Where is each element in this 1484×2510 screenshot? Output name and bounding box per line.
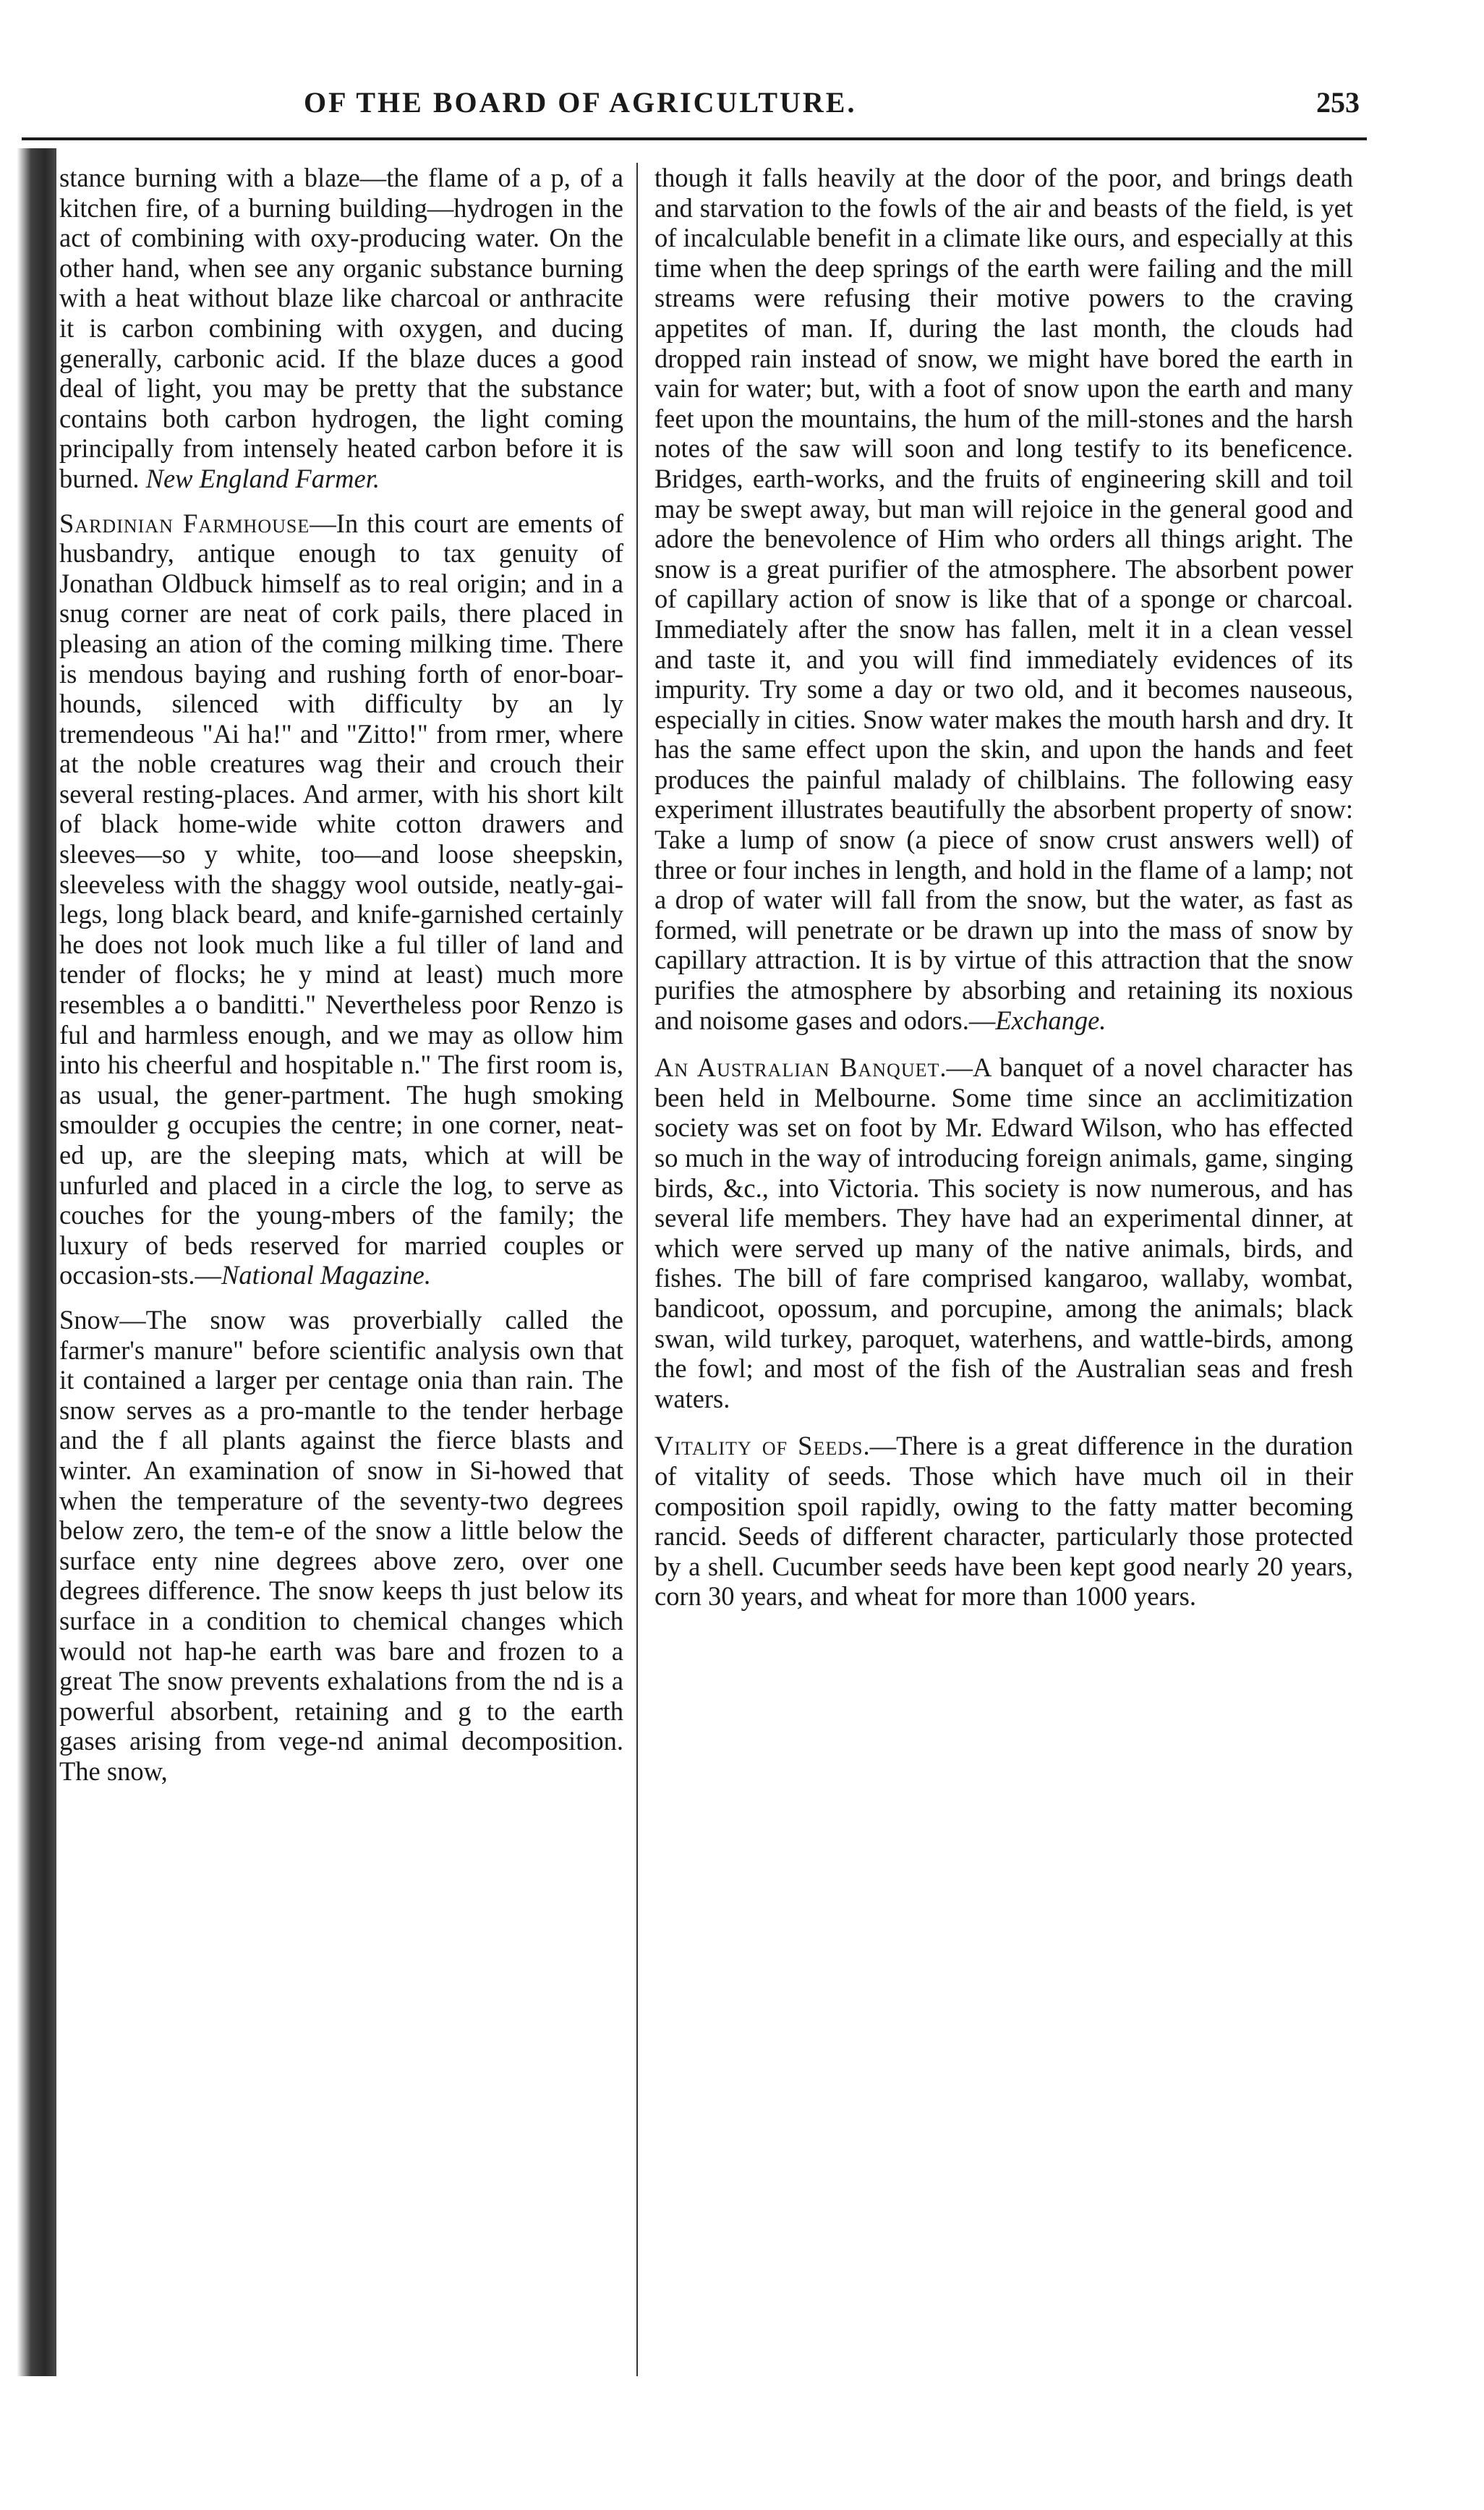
australian-banquet-text: .—A banquet of a novel character has been held in Melbourne. Some time since an acclimitization society was set on foot by Mr. Edward Wilson, who has effected so much in the way of introducing foreign animals, game, singing birds, &c., into Victoria. This society is now numerous, and has several life members. They have had an experimental dinner, at which were served up many of the native animals, birds, and fishes. The bill of fare comprised kangaroo, wallaby, wombat, bandicoot, opossum, and porcupine, among the animals; black swan, wild turkey, paroquet, waterhens, and wattle-birds, among the fowl; and most of the fish of the Australian seas and fresh waters. <box>654 1052 1353 1413</box>
binding-gutter-shadow <box>0 148 56 2376</box>
snow-article-continued-text: though it falls heavily at the door of the poor, and brings death and starvation to the fowls of the air and beasts of the field, is yet of incalculable benefit in a climate like ours, and especially at this time when the deep springs of the earth were failing and the mill streams were refusing their motive powers to the craving appetites of man. If, during the last month, the clouds had dropped rain instead of snow, we might have bored the earth in vain for water; but, with a foot of snow upon the earth and many feet upon the mountains, the hum of the mill-stones and the harsh notes of the saw will soon and long testify to its beneficence. Bridges, earth-works, and the fruits of engineering skill and toil may be swept away, but man will rejoice in the general good and adore the benevolence of Him who orders all things aright. The snow is a great purifier of the atmosphere. The absorbent power of capillary action of snow is like that of a sponge or charcoal. Immediately after the snow has fallen, melt it in a clean vessel and taste it, and you will find immediately evidences of its impurity. Try some a day or two old, and it becomes nauseous, especially in cities. Snow water makes the mouth harsh and dry. It has the same effect upon the skin, and upon the hands and feet produces the painful malady of chilblains. The following easy experiment illustrates beautifully the absorbent property of snow: Take a lump of snow (a piece of snow crust answers well) of three or four inches in length, and hold in the flame of a lamp; not a drop of water will fall from the snow, but the water, as fast as formed, will penetrate or be drawn up into the mass of snow by capillary attraction. It is by virtue of this attraction that the snow purifies the atmosphere by absorbing and retaining its noxious and noisome gases and odors. <box>654 163 1353 1035</box>
sardinian-farmhouse-text: —In this court are ements of husbandry, antique enough to tax genuity of Jonathan Oldbuck himself as to real origin; and in a snug corner are neat of cork pails, there placed in pleasing an ation of the coming milking time. There is mendous baying and rushing forth of enor-boar-hounds, silenced with difficulty by an ly tremendeous "Ai ha!" and "Zitto!" from rmer, where at the noble creatures wag their and crouch their several resting-places. And armer, with his short kilt of black home-wide white cotton drawers and sleeves—so y white, too—and loose sheepskin, sleeveless with the shaggy wool outside, neatly-gai-legs, long black beard, and knife-garnished certainly he does not look much like a ful tiller of land and tender of flocks; he y mind at least) much more resembles a o banditti." Nevertheless poor Renzo is ful and harmless enough, and we may as ollow him into his cheerful and hospitable n." The first room is, as usual, the gener-partment. The hugh smoking smoulder g occupies the centre; in one corner, neat-ed up, are the sleeping mats, which at will be unfurled and placed in a circle the log, to serve as couches for the young-mbers of the family; the luxury of beds reserved for married couples or occasion-sts. <box>59 508 624 1290</box>
page-number: 253 <box>1316 86 1360 119</box>
vitality-of-seeds-article <box>654 1431 1353 1612</box>
left-column <box>59 163 623 1800</box>
sardinian-farmhouse-article: Sardinian Farmhouse—In this court are ements of husbandry, antique enough to tax genuity of Jonathan Oldbuck himself as to real origin; and in a snug corner are neat of cork pails, there placed in pleasing an ation of the coming milking time. There is mendous baying and rushing forth of enor-boar-hounds, silenced with difficulty by an ly tremendeous "Ai ha!" and "Zitto!" from rmer, where at the noble creatures wag their and crouch their several resting-places. And armer, with his short kilt of black home-wide white cotton drawers and sleeves—so y white, too—and loose sheepskin, sleeveless with the shaggy wool outside, neatly-gai-legs, long black beard, and knife-garnished certainly he does not look much like a ful tiller of land and tender of flocks; he y mind at least) much more resembles a o banditti." Nevertheless poor Renzo is ful and harmless enough, and we may as ollow him into his cheerful and hospitable n." The first room is, as usual, the gener-partment. The hugh smoking smoulder g occupies the centre; in one corner, neat-ed up, are the sleeping mats, which at will be unfurled and placed in a circle the log, to serve as couches for the young-mbers of the family; the luxury of beds reserved for married couples or occasion-sts.—National Magazine. <box>59 508 624 1290</box>
right-column <box>654 163 1353 1626</box>
header-rule <box>22 137 1367 140</box>
snow-article-start-text: Snow—The snow was proverbially called the farmer's manure" before scientific analysis own that it contained a larger per centage onia than rain. The snow serves as a pro-mantle to the tender herbage and the f all plants against the fierce blasts and winter. An examination of snow in Si-howed that when the temperature of the seventy-two degrees below zero, the tem-e of the snow a little below the surface enty nine degrees above zero, over one degrees difference. The snow keeps th just below its surface in a condition to chemical changes which would not hap-he earth was bare and frozen to a great The snow prevents exhalations from the nd is a powerful absorbent, retaining and g to the earth gases arising from vege-nd animal decomposition. The snow, <box>59 1304 623 1786</box>
snow-article-start <box>59 1305 623 1787</box>
snow-article-continued: though it falls heavily at the door of the poor, and brings death and starvation to the fowls of the air and beasts of the field, is yet of incalculable benefit in a climate like ours, and especially at this time when the deep springs of the earth were failing and the mill streams were refusing their motive powers to the craving appetites of man. If, during the last month, the clouds had dropped rain instead of snow, we might have bored the earth in vain for water; but, with a foot of snow upon the earth and many feet upon the mountains, the hum of the mill-stones and the harsh notes of the saw will soon and long testify to its beneficence. Bridges, earth-works, and the fruits of engineering skill and toil may be swept away, but man will rejoice in the general good and adore the benevolence of Him who orders all things aright. The snow is a great purifier of the atmosphere. The absorbent power of capillary action of snow is like that of a sponge or charcoal. Immediately after the snow has fallen, melt it in a clean vessel and taste it, and you will find immediately evidences of its impurity. Try some a day or two old, and it becomes nauseous, especially in cities. Snow water makes the mouth harsh and dry. It has the same effect upon the skin, and upon the hands and feet produces the painful malady of chilblains. The following easy experiment illustrates beautifully the absorbent property of snow: Take a lump of snow (a piece of snow crust answers well) of three or four inches in length, and hold in the flame of a lamp; not a drop of water will fall from the snow, but the water, as fast as formed, will penetrate or be drawn up into the mass of snow by capillary attraction. It is by virtue of this attraction that the snow purifies the atmosphere by absorbing and retaining its noxious and noisome gases and odors.—Exchange. <box>654 163 1353 1035</box>
australian-banquet-heading: An Australian Banquet <box>654 1052 940 1083</box>
sardinian-farmhouse-heading: Sardinian Farmhouse <box>59 508 310 538</box>
running-head <box>275 85 1360 129</box>
fire-article-text: stance burning with a blaze—the flame of a p, of a kitchen fire, of a burning building—hydrogen in the act of combining with oxy-producing water. On the other hand, when see any organic substance burning with a heat without blaze like charcoal or anthracite it is carbon combining with oxygen, and ducing generally, carbonic acid. If the blaze duces a good deal of light, you may be pretty that the substance contains both carbon hydrogen, the light coming principally from intensely heated carbon before it is burned. <box>59 163 623 493</box>
fire-article-source: New England Farmer. <box>145 463 380 493</box>
fire-article <box>59 163 623 494</box>
snow-article-source: Exchange. <box>995 1005 1106 1035</box>
vitality-of-seeds-heading: Vitality of Seeds <box>654 1431 863 1461</box>
vitality-of-seeds-text: .—There is a great difference in the duration of vitality of seeds. Those which have much oil in their composition spoil rapidly, owing to the fatty matter becoming rancid. Seeds of different character, particularly those protected by a shell. Cucumber seeds have been kept good nearly 20 years, corn 30 years, and wheat for more than 1000 years. <box>654 1431 1354 1612</box>
australian-banquet-article <box>654 1052 1353 1413</box>
running-title: OF THE BOARD OF AGRICULTURE. <box>304 86 857 119</box>
column-divider <box>636 163 638 2376</box>
sardinian-farmhouse-source: National Magazine. <box>221 1260 431 1290</box>
